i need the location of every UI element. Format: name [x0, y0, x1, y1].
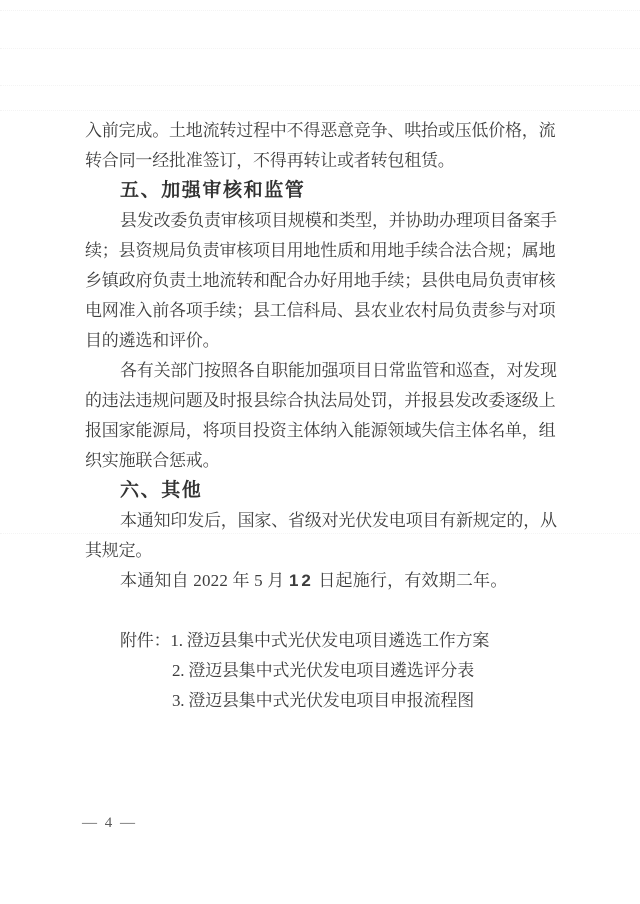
body-line: 转合同一经批准签订，不得再转让或者转包租赁。	[85, 151, 455, 170]
body-line: 织实施联合惩戒。	[85, 451, 220, 470]
date-prefix: 本通知自 2022 年 5 月	[120, 571, 289, 590]
page-number: — 4 —	[82, 815, 137, 831]
body-line: 乡镇政府负责土地流转和配合办好用地手续；县供电局负责审核	[85, 271, 556, 290]
body-line: 目的遴选和评价。	[85, 331, 220, 350]
body-line: 报国家能源局，将项目投资主体纳入能源领域失信主体名单，组	[85, 421, 556, 440]
body-line: 入前完成。土地流转过程中不得恶意竞争、哄抬或压低价格，流	[85, 121, 556, 140]
scan-artifact	[0, 48, 640, 49]
attachment-title: 1. 澄迈县集中式光伏发电项目遴选工作方案	[170, 631, 490, 650]
attachments-block	[85, 626, 563, 716]
scan-artifact	[0, 85, 640, 86]
body-line: 本通知印发后，国家、省级对光伏发电项目有新规定的，从	[120, 511, 557, 530]
body-line: 县发改委负责审核项目规模和类型，并协助办理项目备案手	[120, 211, 557, 230]
body-line: 各有关部门按照各自职能加强项目日常监管和巡查，对发现	[120, 361, 557, 380]
scan-artifact	[0, 110, 640, 111]
body-line: 续；县资规局负责审核项目用地性质和用地手续合法合规；属地	[85, 241, 556, 260]
section6-heading: 六、其他	[120, 480, 203, 501]
attachment-item: 3. 澄迈县集中式光伏发电项目申报流程图	[172, 691, 474, 710]
body-line: 其规定。	[85, 541, 153, 560]
scan-artifact	[0, 10, 640, 11]
attachment-item: 2. 澄迈县集中式光伏发电项目遴选评分表	[172, 661, 474, 680]
body-line: 电网准入前各项手续；县工信科局、县农业农村局负责参与对项	[85, 301, 556, 320]
attachments-label: 附件：	[120, 631, 171, 650]
section5-heading: 五、加强审核和监管	[120, 180, 306, 201]
date-day: 12	[288, 571, 314, 590]
date-suffix: 日起施行，有效期二年。	[313, 571, 508, 590]
attachment-item	[85, 626, 563, 656]
document-body	[85, 116, 563, 716]
effective-date-line	[85, 566, 563, 596]
body-line: 的违法违规问题及时报县综合执法局处罚，并报县发改委逐级上	[85, 391, 556, 410]
